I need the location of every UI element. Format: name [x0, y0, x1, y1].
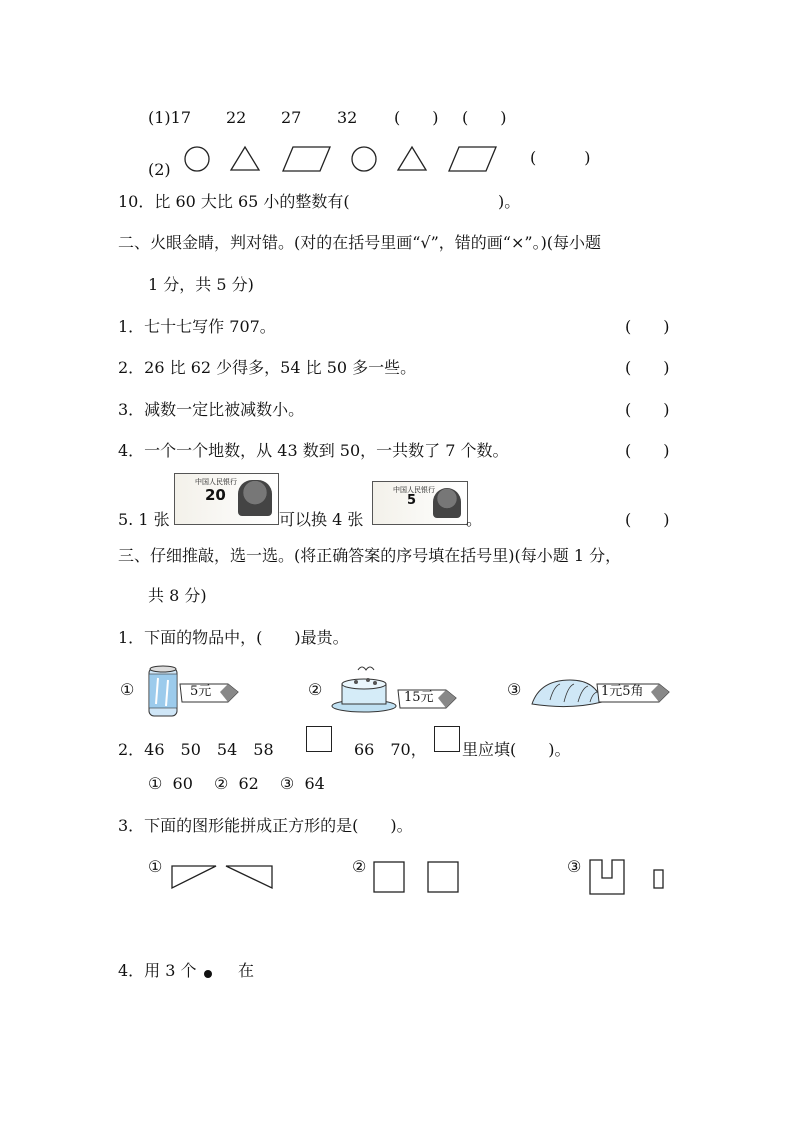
s2-item-5-pre: 5. 1 张 — [118, 510, 170, 529]
section3-title-cont: 共 8 分) — [148, 586, 207, 605]
option-number: ③ — [507, 680, 522, 699]
s3-q2-seq2: 66 70， — [354, 740, 427, 759]
section2-title: 二、火眼金睛，判对错。(对的在括号里画“√”，错的画“×”。)(每小题 — [118, 233, 602, 252]
bread-icon — [530, 676, 604, 712]
option-number: ③ — [567, 857, 582, 876]
u-shape-pieces-icon — [588, 858, 668, 896]
option-number: ② — [352, 857, 367, 876]
square-pieces-icon — [372, 860, 464, 894]
answer-blank[interactable]: ( ) — [625, 400, 670, 419]
s2-item-3: 3．减数一定比被减数小。 — [118, 400, 305, 419]
option-number: ② — [308, 680, 323, 699]
s3-q1-text: 1．下面的物品中，( )最贵。 — [118, 628, 349, 647]
soda-can-icon — [146, 664, 180, 720]
price-label: 5元 — [190, 684, 212, 699]
q9-row1-label: (1)17 — [148, 108, 192, 127]
parallelogram-icon — [283, 147, 330, 171]
s2-item-5-post: 。 — [466, 510, 483, 529]
dot-icon — [202, 966, 214, 978]
answer-blank[interactable]: ( ) — [625, 358, 670, 377]
blank-square-box[interactable] — [306, 726, 332, 752]
option-number: ① — [148, 857, 163, 876]
triangle-icon — [398, 147, 426, 170]
q10-text: 10．比 60 大比 65 小的整数有( — [118, 192, 350, 211]
cake-icon — [330, 662, 402, 714]
answer-blank[interactable]: ( ) — [625, 441, 670, 460]
s3-q4-pre: 4．用 3 个 — [118, 961, 197, 980]
q9-row1-n4: 32 — [337, 108, 358, 127]
triangle-pieces-icon — [170, 862, 276, 890]
s3-q2-choices: ① 60 ② 62 ③ 64 — [148, 774, 325, 793]
s2-item-2: 2．26 比 62 少得多，54 比 50 多一些。 — [118, 358, 417, 377]
banknote-20-icon: 中国人民银行 20 — [174, 473, 279, 525]
s3-q2-suffix: 里应填( )。 — [462, 740, 571, 759]
s2-item-4: 4．一个一个地数，从 43 数到 50，一共数了 7 个数。 — [118, 441, 509, 460]
section3-title: 三、仔细推敲，选一选。(将正确答案的序号填在括号里)(每小题 1 分， — [118, 546, 622, 565]
s3-q4-post: 在 — [238, 961, 255, 980]
price-label: 1元5角 — [601, 684, 644, 699]
option-number: ① — [120, 680, 135, 699]
circle-icon — [185, 147, 209, 171]
triangle-icon — [231, 147, 259, 170]
blank-square-box[interactable] — [434, 726, 460, 752]
circle-icon — [352, 147, 376, 171]
s2-item-5-mid: 可以换 4 张 — [279, 510, 364, 529]
q10-close: )。 — [498, 192, 521, 211]
q9-row1-n3: 27 — [281, 108, 302, 127]
q9-row2-label: (2) — [148, 160, 171, 179]
answer-blank[interactable]: ( ) — [625, 510, 670, 529]
price-label: 15元 — [404, 690, 434, 705]
banknote-5-icon: 中国人民银行 5 — [372, 481, 468, 525]
section2-title-cont: 1 分，共 5 分) — [148, 275, 254, 294]
answer-blank[interactable]: ( ) — [625, 317, 670, 336]
s3-q3-text: 3．下面的图形能拼成正方形的是( )。 — [118, 816, 413, 835]
s2-item-1: 1．七十七写作 707。 — [118, 317, 276, 336]
shape-sequence — [180, 142, 510, 176]
answer-blank[interactable]: ( ) — [462, 108, 507, 127]
parallelogram-icon — [449, 147, 496, 171]
q9-row1-n2: 22 — [226, 108, 247, 127]
s3-q2-seq1: 2．46 50 54 58 — [118, 740, 274, 759]
answer-blank[interactable]: ( ) — [530, 148, 591, 167]
answer-blank[interactable]: ( ) — [394, 108, 439, 127]
